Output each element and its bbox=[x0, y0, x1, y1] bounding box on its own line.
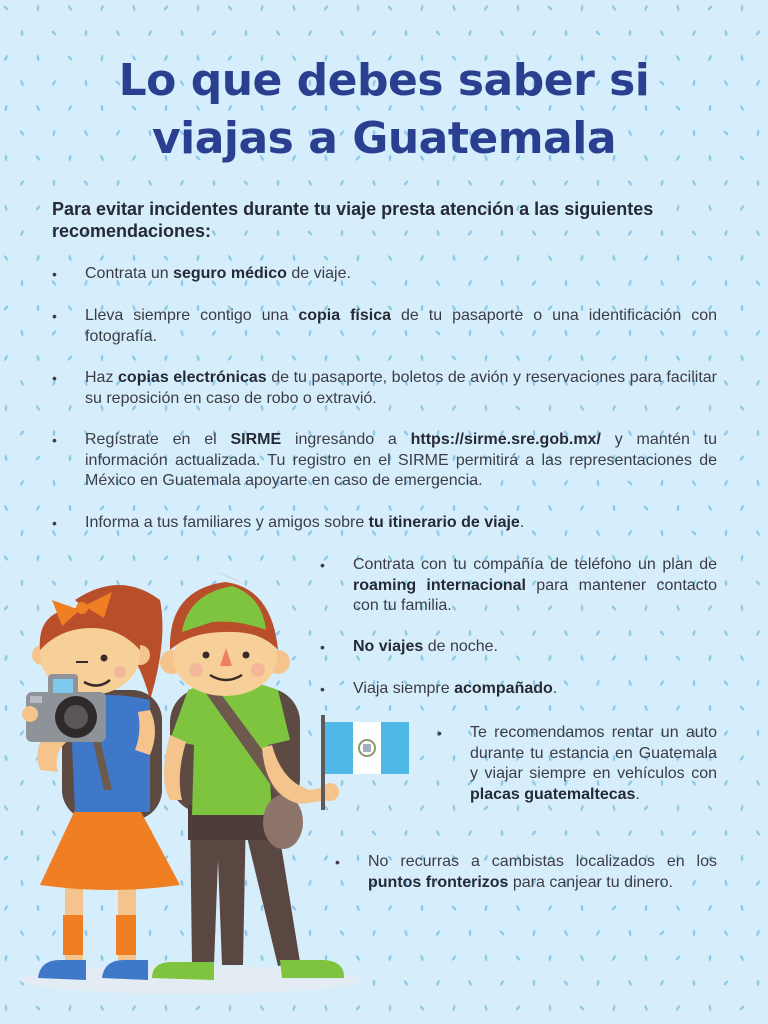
body-text: . bbox=[519, 514, 525, 531]
body-text: . bbox=[635, 785, 640, 803]
highlight-text: copias electrónicas bbox=[118, 369, 267, 386]
body-text: de viaje. bbox=[286, 265, 351, 282]
body-text: de noche. bbox=[423, 638, 498, 655]
recommendation-text bbox=[470, 723, 717, 805]
intro-text: Para evitar incidentes durante tu viaje presta atención a las siguientes recomendaciones: bbox=[52, 199, 654, 241]
boy-shoe-right bbox=[280, 960, 344, 978]
highlight-text: acompañado bbox=[454, 680, 553, 697]
highlight-text: No viajes bbox=[353, 638, 424, 655]
recommendation-text bbox=[85, 513, 717, 534]
highlight-text: seguro médico bbox=[173, 265, 287, 282]
bullet-icon: • bbox=[320, 681, 325, 697]
bullet-icon: • bbox=[52, 370, 57, 386]
highlight-text: copia física bbox=[298, 307, 392, 324]
girl-skirt bbox=[40, 810, 180, 890]
body-text: Regístrate en el bbox=[85, 431, 231, 448]
body-text: Haz bbox=[85, 369, 119, 386]
highlight-text: https://sirme.sre.gob.mx/ bbox=[410, 431, 601, 448]
recommendation-text bbox=[85, 368, 717, 409]
recommendation-text bbox=[85, 264, 717, 285]
girl-sock-left bbox=[63, 915, 83, 955]
recommendation-item bbox=[52, 430, 717, 492]
girl-shoe-left bbox=[38, 960, 86, 980]
body-text: Te recomendamos rentar un auto durante tu estancia en Guatemala y viajar siempre en vehículos con bbox=[470, 724, 717, 782]
recommendation-item bbox=[52, 368, 717, 409]
highlight-text: SIRME bbox=[230, 431, 282, 448]
body-text: de tu pasaporte o una identificación con fotografía. bbox=[85, 307, 718, 345]
page-title-line-2: viajas a Guatemala bbox=[151, 113, 617, 164]
bullet-icon: • bbox=[52, 515, 57, 531]
bullet-icon: • bbox=[52, 308, 57, 324]
travelers-illustration bbox=[0, 560, 430, 1000]
highlight-text: puntos fronterizos bbox=[368, 873, 509, 891]
bullet-icon: • bbox=[437, 725, 442, 741]
body-text: Contrata un bbox=[85, 265, 174, 282]
recommendation-text bbox=[85, 430, 717, 492]
body-text: Lleva siempre contigo una bbox=[85, 307, 299, 324]
body-text: No recurras a cambistas localizados en los bbox=[368, 853, 717, 870]
recommendation-item bbox=[52, 306, 717, 347]
body-text: para mantener contacto con tu familia. bbox=[353, 576, 718, 614]
bullet-icon: • bbox=[320, 557, 325, 573]
boy-shoe-left bbox=[152, 962, 214, 980]
highlight-text: placas guatemaltecas bbox=[470, 785, 636, 803]
girl-shoe-right bbox=[102, 960, 148, 980]
recommendation-item bbox=[52, 513, 717, 534]
recommendation-item bbox=[52, 264, 717, 285]
body-text: ingresando a bbox=[281, 431, 411, 448]
body-text: . bbox=[552, 680, 558, 697]
boy-traveler bbox=[152, 570, 344, 980]
bullet-icon: • bbox=[335, 854, 340, 870]
highlight-text: tu itinerario de viaje bbox=[368, 514, 520, 531]
page-title-line-1: Lo que debes saber si bbox=[118, 55, 650, 106]
girl-sock-right bbox=[116, 915, 136, 955]
recommendation-item bbox=[437, 723, 717, 805]
body-text: Informa a tus familiares y amigos sobre bbox=[85, 514, 369, 531]
body-text: y mantén tu información actualizada. Tu registro en el SIRME permitirá a las representaciones de México en Guatemala apoyarte en caso de emergencia. bbox=[85, 431, 718, 489]
bullet-icon: • bbox=[52, 266, 57, 282]
recommendation-text bbox=[85, 306, 717, 347]
page-title bbox=[0, 52, 768, 168]
body-text: Contrata con tu compañía de teléfono un plan de bbox=[353, 556, 717, 573]
girl-traveler bbox=[22, 585, 180, 980]
bullet-icon: • bbox=[52, 432, 57, 448]
bullet-icon: • bbox=[320, 639, 325, 655]
body-text: de tu pasaporte, boletos de avión y reservaciones para facilitar su reposición en caso de robo o extravió. bbox=[85, 369, 718, 407]
body-text: para canjear tu dinero. bbox=[508, 873, 673, 891]
highlight-text: roaming internacional bbox=[353, 576, 526, 594]
body-text: Viaja siempre bbox=[353, 680, 455, 697]
